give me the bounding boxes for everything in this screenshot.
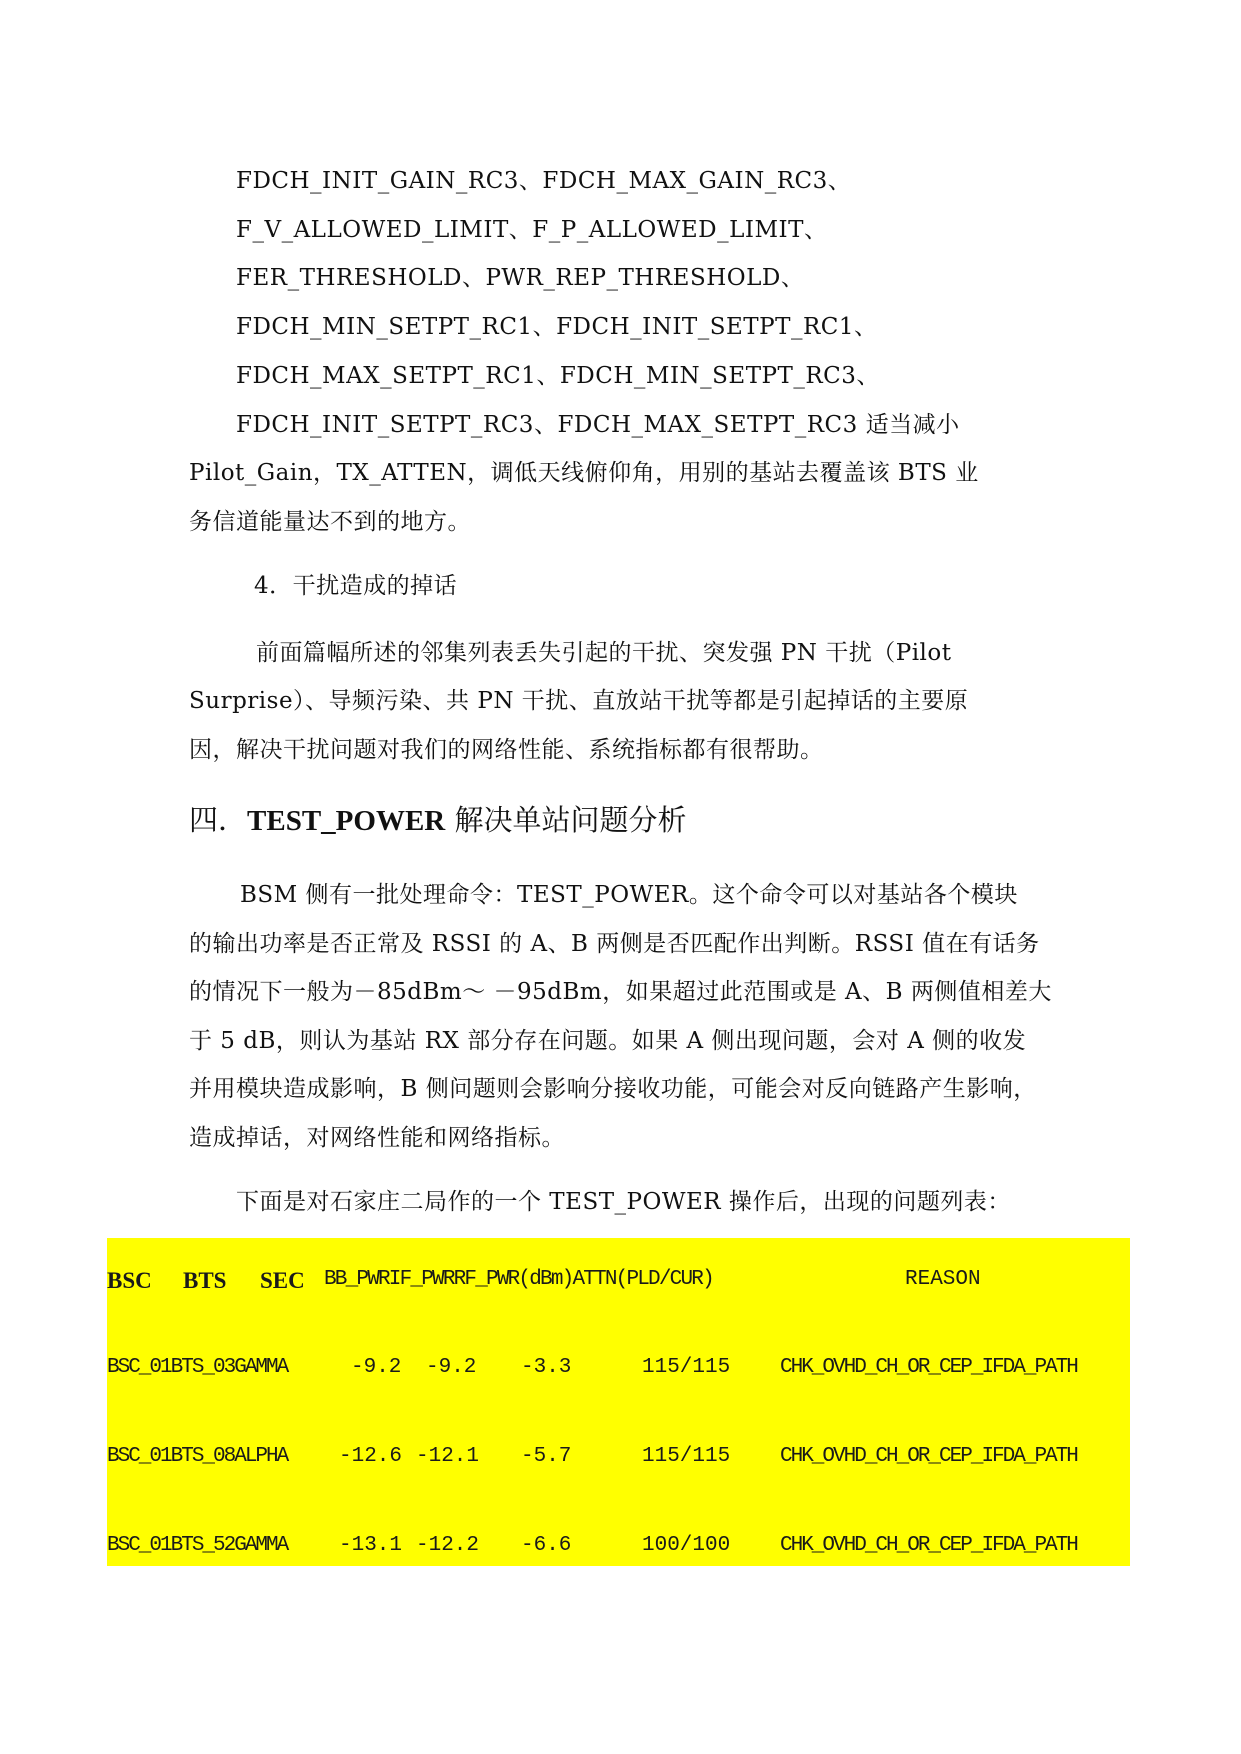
table-row — [107, 1356, 1130, 1396]
section-paragraph-line: 造成掉话，对网络性能和网络指标。 — [189, 1125, 565, 1151]
param-continuation: 务信道能量达不到的地方。 — [189, 509, 471, 535]
table-header-row — [107, 1268, 1130, 1308]
section-paragraph-line: 的情况下一般为－85dBm～ －95dBm，如果超过此范围或是 A、B 两侧值相差大 — [189, 979, 1052, 1005]
header-bts: BTS — [183, 1268, 227, 1293]
item4-title: 4．干扰造成的掉话 — [254, 573, 458, 599]
table-row — [107, 1534, 1130, 1574]
row-attn: 100/100 — [642, 1534, 731, 1557]
table-row — [107, 1445, 1130, 1485]
section-heading-prefix: 四． — [189, 803, 248, 837]
header-bsc: BSC — [107, 1268, 152, 1293]
param-line: FDCH_INIT_SETPT_RC3、FDCH_MAX_SETPT_RC3 适当减小 — [236, 412, 960, 438]
header-power-columns: BB_PWRIF_PWRRF_PWR(dBm)ATTN(PLD/CUR) — [324, 1268, 713, 1291]
row-rf-pwr: -5.7 — [521, 1445, 572, 1468]
row-sector-id: BSC_01BTS_08ALPHA — [107, 1445, 288, 1468]
section-paragraph-line: 并用模块造成影响，B 侧问题则会影响分接收功能，可能会对反向链路产生影响， — [189, 1076, 1037, 1102]
row-bb-pwr: -12.6 — [339, 1445, 403, 1468]
row-bb-pwr: -9.2 — [351, 1356, 402, 1379]
row-rf-pwr: -3.3 — [521, 1356, 572, 1379]
row-bb-pwr: -13.1 — [339, 1534, 403, 1557]
row-reason: CHK_OVHD_CH_OR_CEP_IFDA_PATH — [780, 1356, 1077, 1379]
row-sector-id: BSC_01BTS_52GAMMA — [107, 1534, 288, 1557]
param-line: FER_THRESHOLD、PWR_REP_THRESHOLD、 — [236, 265, 805, 291]
row-if-pwr: -12.2 — [416, 1534, 480, 1557]
item4-paragraph-line: 因，解决干扰问题对我们的网络性能、系统指标都有很帮助。 — [189, 737, 824, 763]
problem-table — [107, 1238, 1130, 1566]
param-line: FDCH_INIT_GAIN_RC3、FDCH_MAX_GAIN_RC3、 — [236, 168, 852, 194]
item4-paragraph-line: 前面篇幅所述的邻集列表丢失引起的干扰、突发强 PN 干扰（Pilot — [256, 640, 952, 666]
item4-paragraph-line: Surprise）、导频污染、共 PN 干扰、直放站干扰等都是引起掉话的主要原 — [189, 688, 969, 714]
param-line: F_V_ALLOWED_LIMIT、F_P_ALLOWED_LIMIT、 — [236, 217, 828, 243]
section-paragraph-line: BSM 侧有一批处理命令：TEST_POWER。这个命令可以对基站各个模块 — [240, 882, 1018, 908]
row-sector-id: BSC_01BTS_03GAMMA — [107, 1356, 288, 1379]
section-heading-suffix: 解决单站问题分析 — [445, 803, 687, 837]
section-paragraph-line: 的输出功率是否正常及 RSSI 的 A、B 两侧是否匹配作出判断。RSSI 值在有话务 — [189, 931, 1040, 957]
row-attn: 115/115 — [642, 1445, 731, 1468]
param-line: FDCH_MAX_SETPT_RC1、FDCH_MIN_SETPT_RC3、 — [236, 363, 880, 389]
header-reason: REASON — [905, 1268, 981, 1291]
row-attn: 115/115 — [642, 1356, 731, 1379]
param-line: FDCH_MIN_SETPT_RC1、FDCH_INIT_SETPT_RC1、 — [236, 314, 878, 340]
header-sec: SEC — [260, 1268, 305, 1293]
row-rf-pwr: -6.6 — [521, 1534, 572, 1557]
section-heading — [189, 798, 686, 839]
row-reason: CHK_OVHD_CH_OR_CEP_IFDA_PATH — [780, 1445, 1077, 1468]
param-continuation: Pilot_Gain，TX_ATTEN，调低天线俯仰角，用别的基站去覆盖该 BTS 业 — [189, 460, 979, 486]
section-paragraph-line: 于 5 dB，则认为基站 RX 部分存在问题。如果 A 侧出现问题，会对 A 侧的收发 — [189, 1028, 1027, 1054]
row-reason: CHK_OVHD_CH_OR_CEP_IFDA_PATH — [780, 1534, 1077, 1557]
row-if-pwr: -9.2 — [426, 1356, 477, 1379]
section-heading-bold: TEST_POWER — [247, 805, 446, 837]
table-intro: 下面是对石家庄二局作的一个 TEST_POWER 操作后，出现的问题列表： — [236, 1189, 1011, 1215]
row-if-pwr: -12.1 — [416, 1445, 480, 1468]
